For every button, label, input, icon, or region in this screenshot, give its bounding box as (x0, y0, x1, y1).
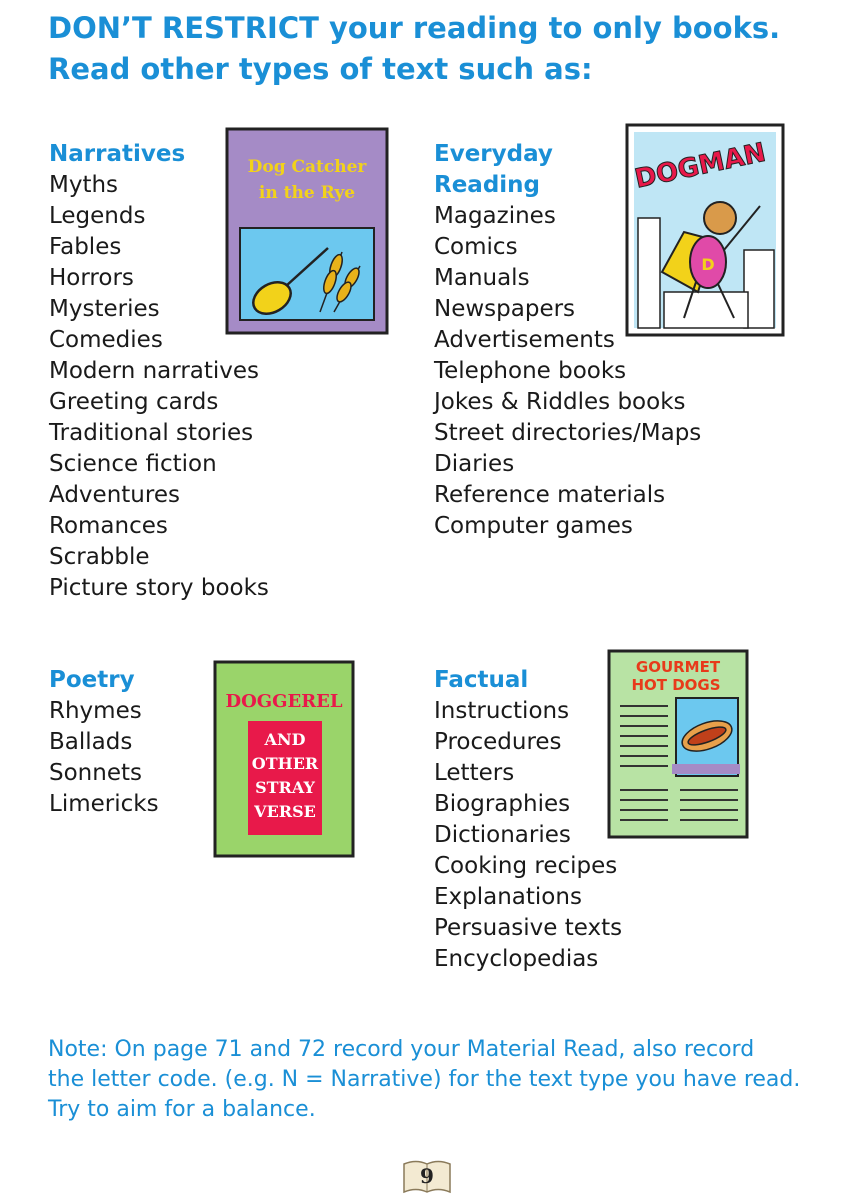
list-item: Jokes & Riddles books (434, 389, 686, 415)
list-item: Magazines (434, 203, 556, 229)
list-item: Street directories/Maps (434, 420, 702, 446)
book2-line2: OTHER (251, 754, 319, 773)
section-title-everyday: Everyday (434, 141, 553, 167)
list-item: Advertisements (434, 327, 615, 353)
book2-title: DOGGEREL (225, 691, 343, 712)
list-item: Reference materials (434, 482, 666, 508)
list-item: Cooking recipes (434, 853, 618, 879)
list-item: Sonnets (49, 760, 142, 786)
note-text (48, 1035, 838, 1125)
list-item: Science fiction (49, 451, 217, 477)
note-line-3: Try to aim for a balance. (48, 1097, 316, 1122)
section-title-narratives: Narratives (49, 141, 186, 167)
list-item: Diaries (434, 451, 515, 477)
list-item: Legends (49, 203, 146, 229)
list-item: Computer games (434, 513, 633, 539)
list-item: Comics (434, 234, 518, 260)
book1-title-line2: in the Rye (258, 183, 356, 203)
comic-hero-letter: D (701, 255, 715, 274)
book2-line4: VERSE (254, 802, 316, 821)
section-poetry (49, 665, 159, 820)
list-item: Scrabble (49, 544, 150, 570)
book1-title-line1: Dog Catcher (247, 157, 367, 177)
factual-list (434, 696, 622, 975)
heading-line-2: Read other types of text such as: (48, 52, 593, 86)
list-item: Ballads (49, 729, 133, 755)
list-item: Instructions (434, 698, 570, 724)
section-factual (434, 665, 622, 975)
list-item: Mysteries (49, 296, 160, 322)
heading-line-1: DON’T RESTRICT your reading to only books. (48, 11, 781, 45)
list-item: Biographies (434, 791, 571, 817)
note-line-1: Note: On page 71 and 72 record your Material Read, also record (48, 1037, 755, 1062)
section-title-reading: Reading (434, 172, 541, 198)
comic-dogman-illustration (624, 122, 788, 340)
book2-line1: AND (264, 730, 306, 749)
list-item: Traditional stories (49, 420, 254, 446)
list-item: Manuals (434, 265, 530, 291)
list-item: Telephone books (434, 358, 627, 384)
list-item: Explanations (434, 884, 582, 910)
list-item: Picture story books (49, 575, 269, 601)
list-item: Comedies (49, 327, 163, 353)
list-item: Procedures (434, 729, 562, 755)
list-item: Myths (49, 172, 119, 198)
poetry-list (49, 696, 159, 820)
list-item: Encyclopedias (434, 946, 599, 972)
list-item: Modern narratives (49, 358, 260, 384)
list-item: Rhymes (49, 698, 142, 724)
magazine-gourmet-hot-dogs-illustration (606, 648, 752, 842)
book2-line3: STRAY (255, 778, 315, 797)
magazine-title-line1: GOURMET (635, 658, 721, 676)
comic-title: DOGMAN (632, 137, 769, 195)
list-item: Newspapers (434, 296, 576, 322)
magazine-title-line2: HOT DOGS (631, 676, 721, 694)
list-item: Romances (49, 513, 168, 539)
book-dog-catcher-illustration (224, 126, 392, 338)
book-doggerel-illustration (212, 659, 358, 861)
page-number: 9 (420, 1164, 434, 1188)
list-item: Letters (434, 760, 515, 786)
list-item: Fables (49, 234, 122, 260)
list-item: Horrors (49, 265, 134, 291)
page-heading (48, 8, 780, 90)
section-title-poetry: Poetry (49, 667, 135, 693)
list-item: Persuasive texts (434, 915, 623, 941)
list-item: Adventures (49, 482, 180, 508)
note-line-2: the letter code. (e.g. N = Narrative) for the text type you have read. (48, 1067, 801, 1092)
list-item: Greeting cards (49, 389, 219, 415)
section-title-factual: Factual (434, 667, 529, 693)
page-number-badge (402, 1158, 452, 1196)
list-item: Limericks (49, 791, 159, 817)
list-item: Dictionaries (434, 822, 571, 848)
